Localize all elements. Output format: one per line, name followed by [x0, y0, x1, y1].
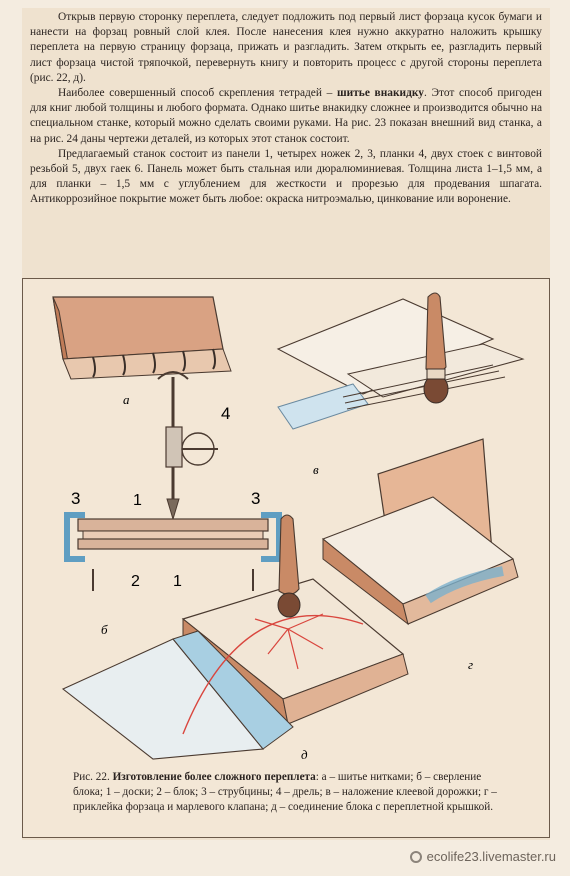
label-b: б [101, 622, 108, 637]
illustration-v-glue [278, 293, 523, 429]
label-3-left: 3 [71, 489, 81, 508]
figure-caption: Рис. 22. Изготовление более сложного переплета: а – шитье нитками; б – сверление блока; 1 – доски; 2 – блок; 3 – струбцины; 4 – дрель; в – наложение клеевой дорожки; г – приклейка форзаца и марлевого клапана; д – соединение блока с переплетной крышкой. [73, 771, 497, 813]
label-a: а [123, 392, 130, 407]
watermark-icon [410, 851, 422, 863]
label-4: 4 [221, 404, 231, 423]
label-1-top: 1 [133, 492, 142, 509]
watermark: ecolife23.livemaster.ru [410, 849, 556, 864]
paragraph-1: Открыв первую сторонку переплета, следует подложить под первый лист форзаца кусок бумаги и нанести на форзац ровный слой клея. После нанесения клея нужно аккуратно наложить крышку переплета на первую страницу форзаца, прижать и разгладить. Затем открыть ее, разгладить первый лист форзаца чистой тряпочкой, перевернуть книгу и повторить процесс с другой стороны переплета (рис. 22, д). [30, 11, 542, 84]
illustration-a-sewing [53, 297, 231, 379]
book-page [22, 8, 550, 840]
label-d: д [301, 747, 308, 762]
caption-title: Изготовление более сложного переплета [112, 771, 316, 783]
label-1-bottom: 1 [173, 573, 182, 590]
body-text [30, 10, 542, 208]
illustration-g-endpaper [323, 439, 518, 624]
term-highlight: шитье внакидку [337, 87, 424, 100]
paragraph-2: Наиболее совершенный способ скрепления тетрадей – шитье внакидку. Этот способ пригоден для книг любой толщины и любого формата. Однако шитье внакидку сложнее и производится обычно на специальном станке, который можно сделать своими руками. На рис. 23 показан внешний вид станка, а на рис. 24 даны чертежи деталей, из которых этот станок состоит. [30, 87, 542, 145]
label-v: в [313, 462, 319, 477]
label-g: г [468, 657, 474, 672]
label-3-right: 3 [251, 489, 261, 508]
figure-illustration [23, 279, 549, 769]
label-2: 2 [131, 573, 140, 590]
figure-22 [22, 278, 550, 838]
paragraph-3: Предлагаемый станок состоит из панели 1, четырех ножек 2, 3, планки 4, двух стоек с винтовой резьбой 5, двух гаек 6. Панель может быть стальная или дюралюминиевая. Толщина листа 1–1,5 мм, а для планки – 1,5 мм с углублением для жесткости и прорезью для продевания шпагата. Антикоррозийное покрытие может быть любое: окраска нитроэмалью, цинкование или воронение. [30, 147, 542, 206]
illustration-b-drill [67, 372, 279, 591]
